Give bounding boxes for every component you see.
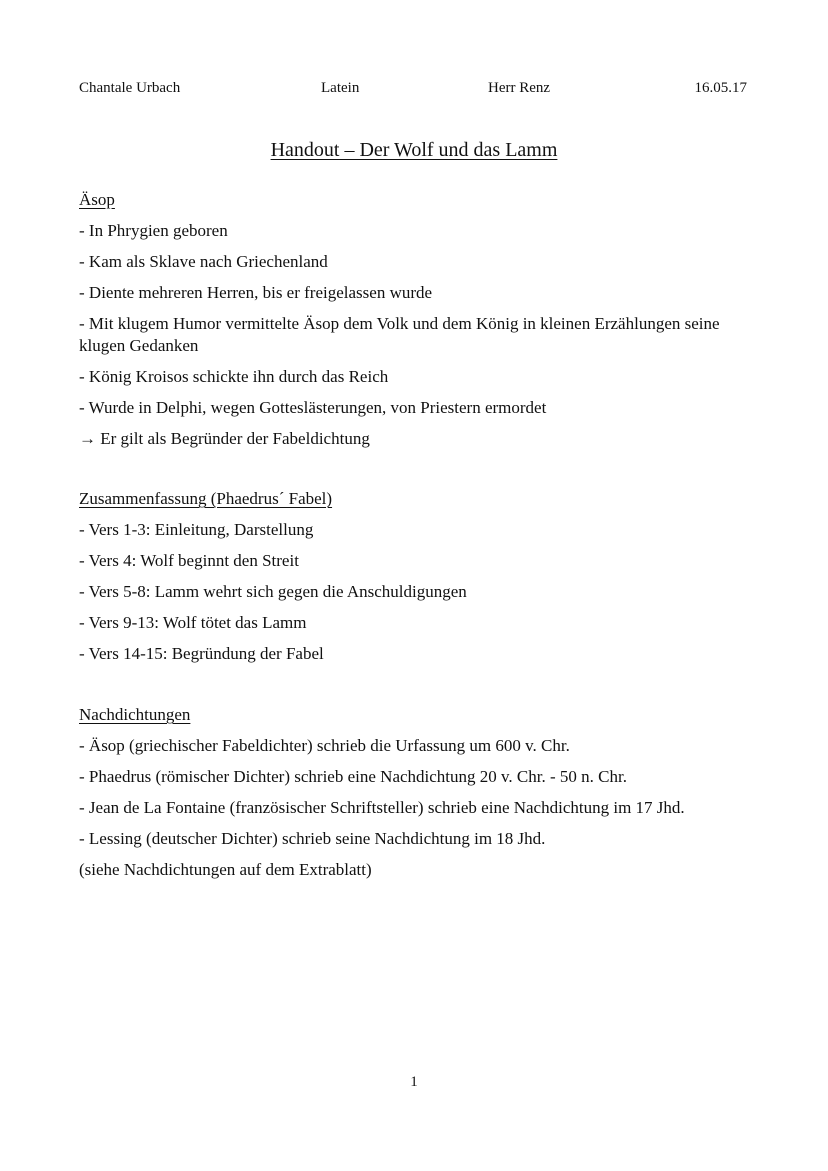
section-adaptations	[79, 704, 759, 890]
page-number: 1	[410, 1074, 418, 1090]
document-title-text: Handout – Der Wolf und das Lamm	[270, 139, 558, 161]
list-item: - Phaedrus (römischer Dichter) schrieb eine Nachdichtung 20 v. Chr. - 50 n. Chr.	[79, 767, 627, 786]
document-title	[0, 139, 828, 162]
list-item: - Vers 4: Wolf beginnt den Streit	[79, 551, 299, 570]
list-item: - Vers 1-3: Einleitung, Darstellung	[79, 520, 314, 539]
list-item: - In Phrygien geboren	[79, 221, 228, 240]
subject: Latein	[321, 80, 360, 96]
list-item: - Vers 5-8: Lamm wehrt sich gegen die Anschuldigungen	[79, 582, 467, 601]
section-heading: Nachdichtungen	[79, 705, 191, 724]
list-item: - Äsop (griechischer Fabeldichter) schrieb die Urfassung um 600 v. Chr.	[79, 736, 570, 755]
list-item: - Wurde in Delphi, wegen Gotteslästerungen, von Priestern ermordet	[79, 398, 547, 417]
list-item: - Jean de La Fontaine (französischer Schriftsteller) schrieb eine Nachdichtung im 17 Jhd.	[79, 798, 685, 817]
list-item: - Vers 9-13: Wolf tötet das Lamm	[79, 613, 307, 632]
list-item: - Mit klugem Humor vermittelte Äsop dem Volk und dem König in kleinen Erzählungen seine klugen Gedanken	[79, 314, 720, 355]
list-item: - Vers 14-15: Begründung der Fabel	[79, 644, 324, 663]
list-item: - Diente mehreren Herren, bis er freigelassen wurde	[79, 283, 433, 302]
note-item: (siehe Nachdichtungen auf dem Extrablatt)	[79, 860, 372, 879]
date: 16.05.17	[694, 80, 747, 96]
section-summary	[79, 488, 759, 674]
conclusion-item: → Er gilt als Begründer der Fabeldichtung	[79, 429, 370, 448]
list-item: - Lessing (deutscher Dichter) schrieb seine Nachdichtung im 18 Jhd.	[79, 829, 546, 848]
list-item: - Kam als Sklave nach Griechenland	[79, 252, 328, 271]
teacher-name: Herr Renz	[488, 80, 551, 96]
document-header	[79, 80, 749, 100]
section-heading: Äsop	[79, 190, 115, 209]
list-item: - König Kroisos schickte ihn durch das Reich	[79, 367, 389, 386]
section-aesop	[79, 189, 759, 459]
author-name: Chantale Urbach	[79, 80, 181, 96]
section-heading: Zusammenfassung (Phaedrus´ Fabel)	[79, 489, 333, 508]
